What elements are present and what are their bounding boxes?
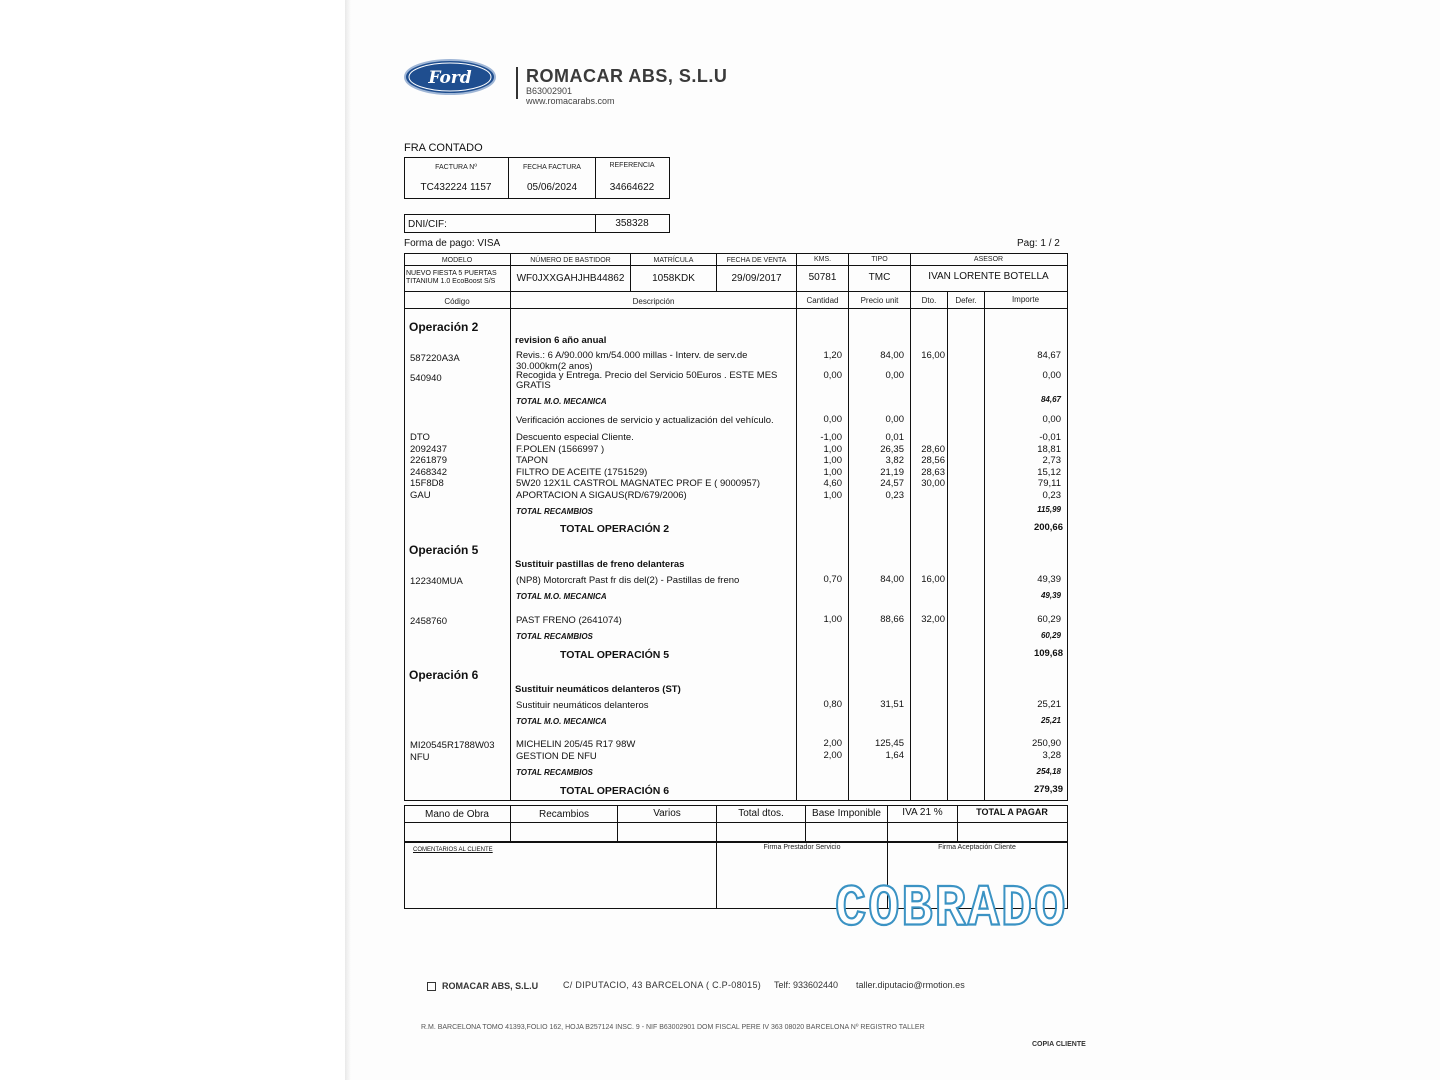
op6-total-label: TOTAL OPERACIÓN 6: [560, 785, 670, 797]
summary-mano-obra: Mano de Obra: [425, 809, 489, 820]
op2-verif-qty: 0,00: [823, 414, 842, 425]
col-fecha-venta: FECHA DE VENTA: [726, 257, 787, 264]
op2-part-qty: -1,00: [820, 432, 842, 443]
op6-part2-qty: 2,00: [823, 750, 842, 761]
company-name: ROMACAR ABS, S.L.U: [526, 66, 728, 86]
asesor-value: IVAN LORENTE BOTELLA: [928, 271, 1049, 282]
op2-mo2-qty: 0,00: [823, 370, 842, 381]
op2-part-code: 2468342: [410, 467, 447, 478]
op6-part2-imp: 3,28: [1042, 750, 1061, 761]
op2-part-imp: 79,11: [1037, 478, 1061, 489]
op2-mo1-imp: 84,67: [1037, 350, 1061, 361]
dni-value: 358328: [615, 218, 649, 229]
matricula-value: 1058KDK: [652, 273, 695, 284]
op6-part1-code: MI20545R1788W03: [410, 740, 495, 751]
op2-mo1-dto: 16,00: [921, 350, 945, 361]
op5-mo-desc: (NP8) Motorcraft Past fr dis del(2) - Pastillas de freno: [516, 575, 740, 586]
op2-mo2-price: 0,00: [885, 370, 904, 381]
op2-mo2-code: 540940: [410, 373, 442, 384]
op2-mo1-price: 84,00: [880, 350, 904, 361]
checkbox-icon: [427, 982, 436, 991]
op2-part-price: 26,35: [880, 444, 904, 455]
op2-verif-imp: 0,00: [1042, 414, 1061, 425]
payment-label: Forma de pago:: [404, 238, 475, 249]
op5-part-imp: 60,29: [1037, 614, 1061, 625]
op5-mo-imp: 49,39: [1037, 574, 1061, 585]
op2-part-qty: 4,60: [823, 478, 842, 489]
op5-total-rec-label: TOTAL RECAMBIOS: [516, 632, 593, 641]
op2-mo2-desc2: GRATIS: [516, 380, 551, 391]
op6-title: Operación 6: [409, 668, 479, 682]
op2-verif-price: 0,00: [885, 414, 904, 425]
op2-part-imp: 0,23: [1042, 490, 1061, 501]
op6-part2-code: NFU: [410, 752, 430, 763]
col-bastidor: NÚMERO DE BASTIDOR: [530, 257, 611, 264]
footer-registry: R.M. BARCELONA TOMO 41393,FOLIO 162, HOJA B257124 INSC. 9 - NIF B63002901 DOM FISCAL PERE IV 363 08020 BARCELONA Nº REGISTRO TALLER: [421, 1024, 925, 1031]
op6-part2-price: 1,64: [885, 750, 904, 761]
bastidor-value: WF0JXXGAHJHB44862: [516, 273, 625, 284]
op2-part-price: 0,23: [885, 490, 904, 501]
firma-cliente-label: Firma Aceptación Cliente: [938, 844, 1016, 851]
op5-mo-code: 122340MUA: [410, 576, 463, 587]
op6-mo-imp: 25,21: [1037, 699, 1061, 710]
op2-part-qty: 1,00: [823, 490, 842, 501]
header-divider: [516, 67, 518, 99]
op5-part-qty: 1,00: [823, 614, 842, 625]
company-info: [526, 86, 615, 106]
col-codigo: Código: [444, 297, 470, 306]
op2-part-code: DTO: [410, 432, 430, 443]
op2-total-rec: 115,99: [1037, 505, 1061, 514]
company-cif: B63002901: [526, 86, 573, 96]
col-dto: Dto.: [921, 296, 937, 305]
comentarios-label: COMENTARIOS AL CLIENTE: [413, 847, 493, 853]
op2-mo1-qty: 1,20: [823, 350, 842, 361]
svg-text:Ford: Ford: [428, 68, 472, 88]
kms-value: 50781: [808, 272, 837, 283]
op2-mo2-imp: 0,00: [1042, 370, 1061, 381]
footer-address: C/ DIPUTACIO, 43 BARCELONA ( C.P-08015): [563, 980, 762, 990]
op6-mo-price: 31,51: [880, 699, 904, 710]
footer-copy: COPIA CLIENTE: [1032, 1041, 1086, 1048]
op2-part-price: 0,01: [885, 432, 904, 443]
payment-method: [404, 238, 500, 249]
referencia-label: REFERENCIA: [609, 162, 655, 169]
col-modelo: MODELO: [441, 257, 473, 264]
op6-total-rec: 254,18: [1036, 767, 1061, 776]
op6-part1-imp: 250,90: [1031, 738, 1061, 749]
op2-part-imp: 2,73: [1042, 455, 1061, 466]
modelo-line2: TITANIUM 1.0 EcoBoost S/S: [406, 278, 496, 285]
op2-part-code: 2261879: [410, 455, 447, 466]
op2-verif-desc: Verificación acciones de servicio y actualización del vehículo.: [516, 415, 774, 426]
op2-total-mo-label: TOTAL M.O. MECANICA: [516, 397, 607, 406]
tipo-value: TMC: [868, 272, 891, 283]
payment-value: VISA: [477, 238, 501, 249]
paper-edge: [345, 0, 351, 1080]
op6-total: 279,39: [1033, 784, 1063, 795]
op2-part-desc: FILTRO DE ACEITE (1751529): [516, 467, 648, 478]
op6-mo-qty: 0,80: [823, 699, 842, 710]
summary-iva: IVA 21 %: [902, 807, 943, 818]
op6-subtitle: Sustituir neumáticos delanteros (ST): [515, 684, 681, 695]
op6-total-rec-label: TOTAL RECAMBIOS: [516, 768, 593, 777]
company-web: www.romacarabs.com: [526, 96, 615, 106]
footer-company-line: [427, 981, 538, 991]
op6-part1-qty: 2,00: [823, 738, 842, 749]
op2-part-qty: 1,00: [823, 467, 842, 478]
col-tipo: TIPO: [871, 256, 888, 263]
op5-part-code: 2458760: [410, 616, 447, 627]
summary-recambios: Recambios: [538, 809, 590, 820]
footer-company: ROMACAR ABS, S.L.U: [442, 981, 539, 991]
dni-label: DNI/CIF:: [408, 219, 447, 230]
op2-mo1-code: 587220A3A: [410, 353, 460, 364]
op2-mo1-desc2: 30.000km(2 anos): [516, 361, 593, 372]
op2-part-imp: 15,12: [1037, 467, 1061, 478]
op5-title: Operación 5: [409, 543, 479, 557]
op2-part-price: 24,57: [880, 478, 904, 489]
op6-part2-desc: GESTION DE NFU: [516, 751, 597, 762]
summary-total-pagar: TOTAL A PAGAR: [976, 807, 1048, 817]
op2-part-desc: TAPON: [516, 455, 549, 466]
op6-total-mo-label: TOTAL M.O. MECANICA: [516, 717, 607, 726]
op2-part-imp: -0,01: [1039, 432, 1061, 443]
fecha-venta-value: 29/09/2017: [731, 273, 782, 284]
fecha-label: FECHA FACTURA: [523, 164, 581, 171]
op5-total-label: TOTAL OPERACIÓN 5: [560, 649, 670, 661]
op6-part1-desc: MICHELIN 205/45 R17 98W: [516, 739, 636, 750]
op2-part-desc: F.POLEN (1566997 ): [516, 444, 605, 455]
col-importe: Importe: [1011, 295, 1040, 304]
col-precio: Precio unit: [860, 296, 899, 305]
op5-part-price: 88,66: [880, 614, 904, 625]
col-kms: KMS.: [813, 256, 832, 263]
footer-email: taller.diputacio@rmotion.es: [856, 980, 965, 990]
op2-part-desc: 5W20 12X1L CASTROL MAGNATEC PROF E ( 9000957): [516, 478, 761, 489]
op2-total: 200,66: [1033, 522, 1063, 533]
factura-label: FACTURA Nº: [435, 164, 477, 171]
op2-part-code: 2092437: [410, 444, 447, 455]
op5-total-mo: 49,39: [1040, 591, 1061, 600]
op5-part-desc: PAST FRENO (2641074): [516, 615, 622, 626]
op2-part-imp: 18,81: [1037, 444, 1061, 455]
col-matricula: MATRÍCULA: [653, 257, 694, 264]
col-cantidad: Cantidad: [806, 296, 839, 305]
lines-table: [404, 291, 1068, 801]
summary-varios: Varios: [653, 808, 681, 819]
op2-part-price: 21,19: [880, 467, 904, 478]
op2-subtitle: revision 6 año anual: [515, 335, 607, 346]
summary-total-dtos: Total dtos.: [738, 808, 784, 819]
op2-part-price: 3,82: [885, 455, 904, 466]
op2-part-dto: 28,60: [921, 444, 945, 455]
invoice-type: FRA CONTADO: [404, 142, 483, 154]
op2-part-dto: 30,00: [921, 478, 945, 489]
op2-part-dto: 28,63: [921, 467, 945, 478]
op6-mo-desc: Sustituir neumáticos delanteros: [516, 700, 649, 711]
op2-part-desc: APORTACION A SIGAUS(RD/679/2006): [516, 490, 687, 501]
op2-part-qty: 1,00: [823, 444, 842, 455]
op2-part-code: GAU: [410, 490, 431, 501]
op5-total-mo-label: TOTAL M.O. MECANICA: [516, 592, 607, 601]
op2-part-qty: 1,00: [823, 455, 842, 466]
cobrado-stamp: COBRADO: [835, 876, 1068, 943]
firma-prestador-label: Firma Prestador Servicio: [763, 844, 841, 851]
op5-part-dto: 32,00: [921, 614, 945, 625]
op2-part-desc: Descuento especial Cliente.: [516, 432, 634, 443]
modelo-line1: NUEVO FIESTA 5 PUERTAS: [406, 270, 497, 277]
factura-value: TC432224 1157: [420, 182, 492, 193]
op5-total-rec: 60,29: [1040, 631, 1061, 640]
op2-part-dto: 28,56: [921, 455, 945, 466]
fecha-value: 05/06/2024: [526, 182, 578, 193]
summary-base: Base Imponible: [812, 808, 881, 819]
op2-mo2-desc: Recogida y Entrega. Precio del Servicio 50Euros . ESTE MES: [516, 370, 778, 381]
op2-part-code: 15F8D8: [410, 478, 444, 489]
page-number: Pag: 1 / 2: [1017, 238, 1060, 249]
op5-subtitle: Sustituir pastillas de freno delanteras: [515, 559, 685, 570]
op6-part1-price: 125,45: [874, 738, 904, 749]
op5-mo-dto: 16,00: [921, 574, 945, 585]
op6-total-mo: 25,21: [1040, 716, 1061, 725]
col-asesor: ASESOR: [973, 256, 1004, 263]
op5-mo-qty: 0,70: [823, 574, 842, 585]
op2-total-rec-label: TOTAL RECAMBIOS: [516, 507, 593, 516]
referencia-value: 34664622: [609, 182, 655, 193]
op2-total-mo: 84,67: [1040, 395, 1061, 404]
footer-phone: Telf: 933602440: [774, 980, 839, 990]
op5-total: 109,68: [1033, 648, 1063, 659]
op2-total-label: TOTAL OPERACIÓN 2: [560, 523, 670, 535]
op5-mo-price: 84,00: [880, 574, 904, 585]
col-defer: Defer.: [955, 296, 977, 305]
op2-mo1-desc: Revis.: 6 A/90.000 km/54.000 millas - Interv. de serv.de: [516, 350, 748, 361]
ford-logo-icon: [403, 58, 497, 96]
op2-title: Operación 2: [409, 320, 479, 334]
col-descripcion: Descripción: [632, 297, 675, 306]
